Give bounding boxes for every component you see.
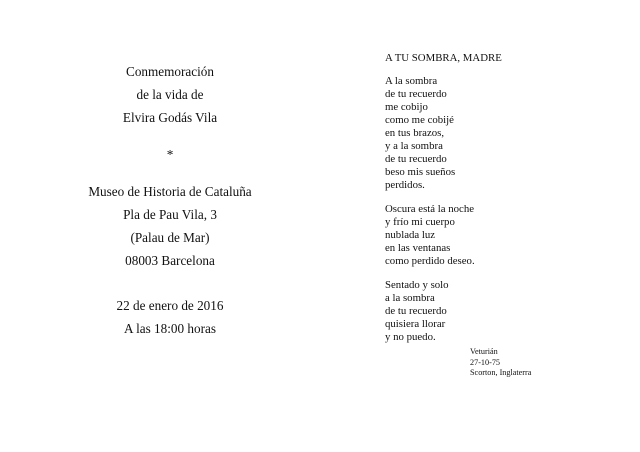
poem-verse: de tu recuerdo (385, 153, 447, 165)
commemoration-line: de la vida de (136, 87, 204, 102)
poem-place: Scorton, Inglaterra (470, 368, 532, 377)
honoree-name: Elvira Godás Vila (122, 110, 218, 125)
commemoration-line: Conmemoración (126, 64, 214, 79)
poem-verse: como perdido deseo. (385, 255, 475, 267)
poem-verse: a la sombra (385, 292, 435, 304)
poem-verse: de tu recuerdo (385, 88, 447, 100)
event-details (70, 62, 270, 342)
poem-verse: beso mis sueños (385, 166, 456, 178)
poem-stanza (385, 75, 625, 192)
venue-name: Museo de Historia de Cataluña (88, 184, 252, 199)
poem-verse: Sentado y solo (385, 279, 449, 291)
poem-verse: de tu recuerdo (385, 305, 447, 317)
poem-verse: quisiera llorar (385, 318, 446, 330)
poem-verse: me cobijo (385, 101, 428, 113)
poem (385, 51, 625, 355)
poem-verse: A la sombra (385, 75, 438, 87)
event-time: A las 18:00 horas (124, 321, 216, 336)
venue-block (70, 182, 270, 271)
commemoration-block (70, 62, 270, 128)
poem-stanza (385, 203, 625, 268)
venue-address: Pla de Pau Vila, 3 (123, 207, 217, 222)
venue-building: (Palau de Mar) (130, 230, 210, 245)
poem-verse: y frío mi cuerpo (385, 216, 455, 228)
poem-stanza (385, 279, 625, 344)
poem-verse: en tus brazos, (385, 127, 445, 139)
poem-verse: en las ventanas (385, 242, 451, 254)
poem-title: A TU SOMBRA, MADRE (385, 52, 502, 64)
event-date: 22 de enero de 2016 (116, 298, 224, 313)
poem-verse: como me cobijé (385, 114, 454, 126)
poem-verse: y no puedo. (385, 331, 436, 343)
author-name: Veturián (470, 347, 498, 356)
poem-verse: y a la sombra (385, 140, 443, 152)
separator-asterisk: * (166, 147, 174, 162)
poem-verse: Oscura está la noche (385, 203, 475, 215)
poem-verse: nublada luz (385, 229, 436, 241)
venue-city: 08003 Barcelona (125, 253, 215, 268)
event-time-block (70, 296, 270, 339)
poem-verse: perdidos. (385, 179, 425, 191)
poem-date: 27-10-75 (470, 357, 501, 367)
poem-signature (470, 347, 531, 379)
